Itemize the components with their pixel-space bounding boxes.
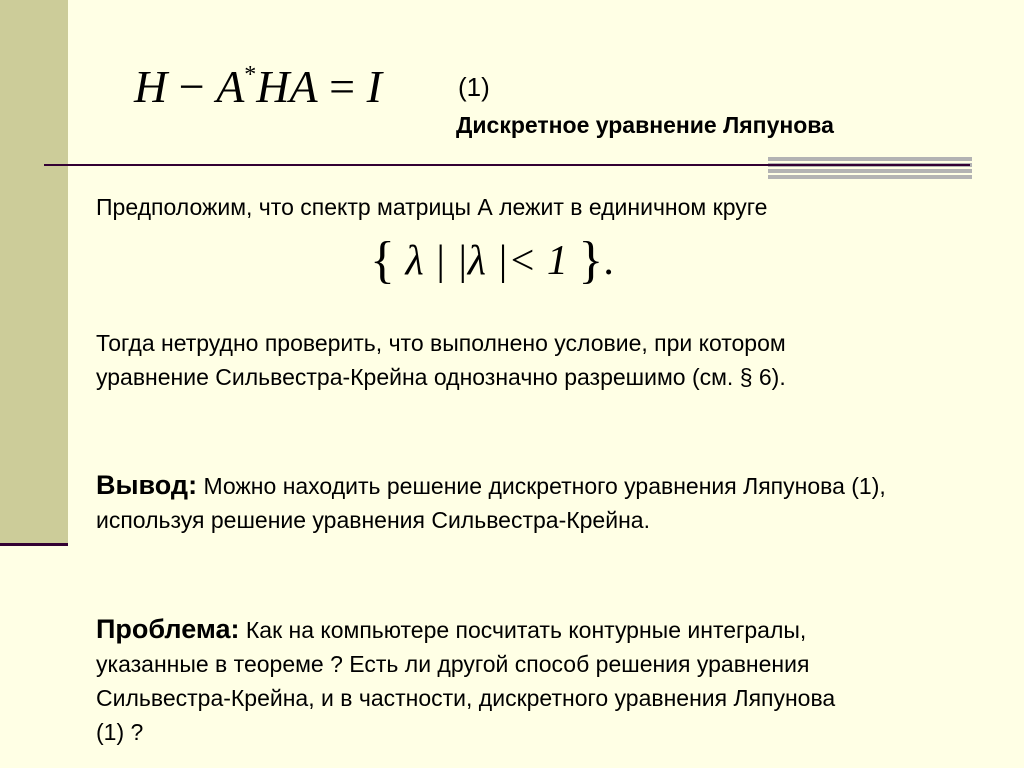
- title-rule-accent: [768, 157, 972, 179]
- equation-star: *: [244, 61, 257, 88]
- set-open-brace: {: [370, 232, 395, 289]
- equation-i: I: [366, 61, 382, 112]
- set-content: λ | |λ |< 1: [405, 238, 568, 284]
- slide-title: Дискретное уравнение Ляпунова: [456, 112, 834, 138]
- left-sidebar-bar: [0, 0, 68, 546]
- paragraph-spectrum: Предположим, что спектр матрицы А лежит в единичном круге: [96, 194, 768, 220]
- set-close-brace: }: [578, 232, 604, 289]
- problem-text: Как на компьютере посчитать контурные интегралы, указанные в теореме ? Есть ли другой способ решения уравнения Сильвестра-Крейна, и в частности, дискретного уравнения Ляпунова (1) ?: [96, 617, 836, 745]
- conclusion-label: Вывод:: [96, 470, 198, 500]
- equation-a: A: [216, 61, 245, 112]
- problem-label: Проблема:: [96, 614, 240, 644]
- sidebar-divider: [0, 543, 68, 546]
- set-period: .: [603, 238, 614, 284]
- conclusion-text: Можно находить решение дискретного уравнения Ляпунова (1), используя решение уравнения Сильвестра-Крейна.: [96, 473, 886, 533]
- equation-number: (1): [458, 72, 490, 102]
- equation-equals: =: [329, 61, 356, 112]
- paragraph-condition: Тогда нетрудно проверить, что выполнено условие, при котором уравнение Сильвестра-Крейна однозначно разрешимо (см. § 6).: [96, 330, 786, 390]
- paragraph-problem: [96, 612, 866, 749]
- title-rule: [44, 164, 970, 166]
- equation-h: H: [134, 61, 168, 112]
- lyapunov-equation: [134, 60, 382, 113]
- paragraph-conclusion: [96, 468, 896, 537]
- unit-circle-set: [370, 228, 614, 287]
- equation-minus: −: [178, 61, 205, 112]
- equation-ha: HA: [256, 61, 318, 112]
